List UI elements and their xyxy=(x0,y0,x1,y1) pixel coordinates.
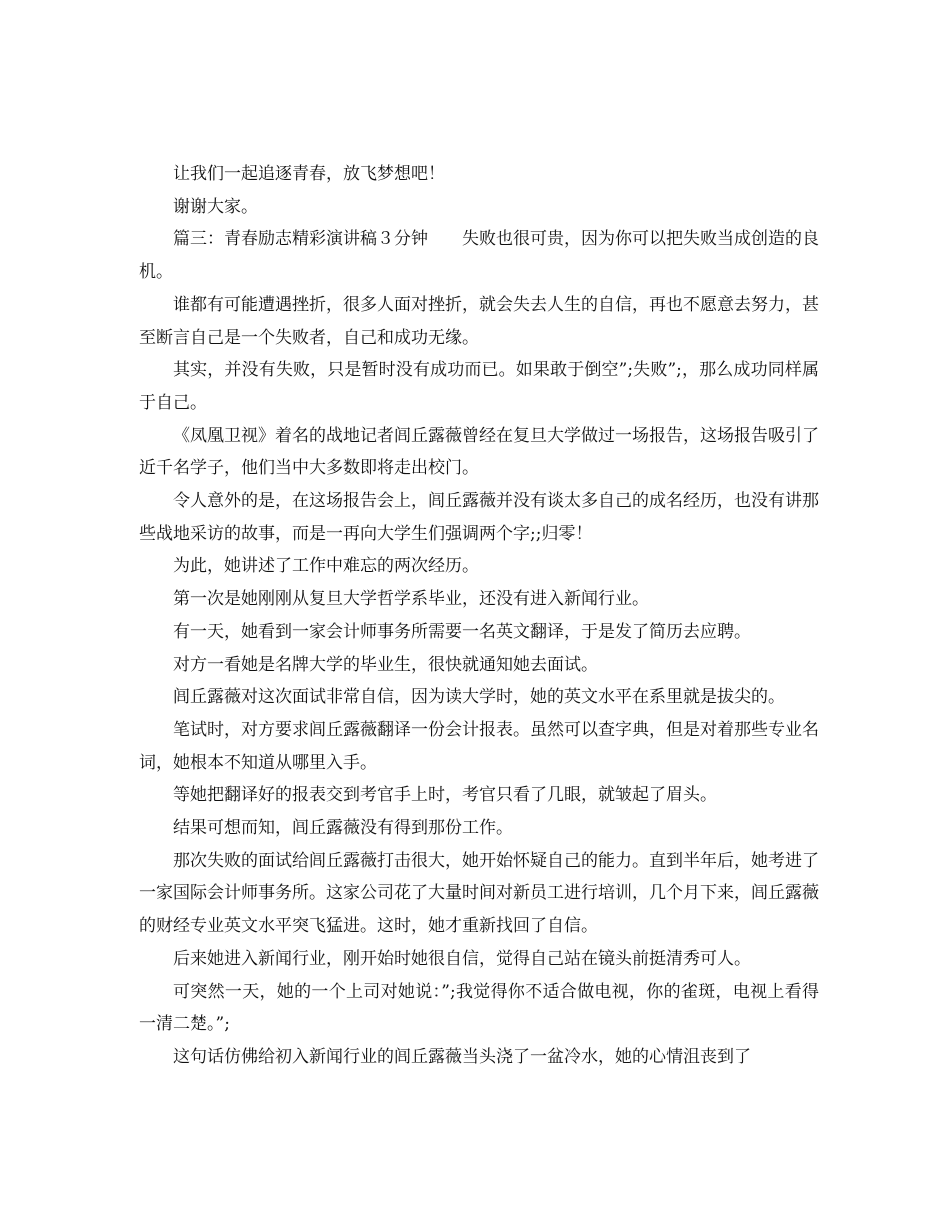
paragraph: 令人意外的是，在这场报告会上，闾丘露薇并没有谈太多自己的成名经历，也没有讲那些战地采访的故事，而是一再向大学生们强调两个字;;归零！ xyxy=(139,491,819,544)
paragraph: 闾丘露薇对这次面试非常自信，因为读大学时，她的英文水平在系里就是拔尖的。 xyxy=(173,687,785,708)
paragraph: 结果可想而知，闾丘露薇没有得到那份工作。 xyxy=(173,818,513,839)
paragraph: 笔试时，对方要求闾丘露薇翻译一份会计报表。虽然可以查字典，但是对着那些专业名词，她根本不知道从哪里入手。 xyxy=(139,719,819,773)
paragraph: 对方一看她是名牌大学的毕业生，很快就通知她去面试。 xyxy=(173,654,598,675)
paragraph: 可突然一天，她的一个上司对她说：”;我觉得你不适合做电视，你的雀斑，电视上看得一清二楚。”; xyxy=(139,981,819,1035)
paragraph: 等她把翻译好的报表交到考官手上时，考官只看了几眼，就皱起了眉头。 xyxy=(173,785,717,806)
paragraph: 那次失败的面试给闾丘露薇打击很大，她开始怀疑自己的能力。直到半年后，她考进了一家国际会计师事务所。这家公司花了大量时间对新员工进行培训，几个月下来，闾丘露薇的财经专业英文水平突飞猛进。这时，她才重新找回了自信。 xyxy=(139,850,819,937)
document-page xyxy=(139,158,819,1074)
paragraph: 后来她进入新闻行业，刚开始时她很自信，觉得自己站在镜头前挺清秀可人。 xyxy=(173,948,751,969)
paragraph: 谁都有可能遭遇挫折，很多人面对挫折，就会失去人生的自信，再也不愿意去努力，甚至断言自己是一个失败者，自己和成功无缘。 xyxy=(139,294,819,348)
paragraph: 篇三：青春励志精彩演讲稿３分钟 失败也很可贵，因为你可以把失败当成创造的良机。 xyxy=(139,229,819,283)
paragraph: 《凤凰卫视》着名的战地记者闾丘露薇曾经在复旦大学做过一场报告，这场报告吸引了近千名学子，他们当中大多数即将走出校门。 xyxy=(139,425,819,479)
paragraph: 其实，并没有失败，只是暂时没有成功而已。如果敢于倒空”;失败”;，那么成功同样属于自己。 xyxy=(139,360,819,413)
paragraph: 第一次是她刚刚从复旦大学哲学系毕业，还没有进入新闻行业。 xyxy=(173,589,649,610)
paragraph: 有一天，她看到一家会计师事务所需要一名英文翻译，于是发了简历去应聘。 xyxy=(173,621,751,642)
paragraph: 为此，她讲述了工作中难忘的两次经历。 xyxy=(173,556,479,577)
paragraph: 让我们一起追逐青春，放飞梦想吧！ xyxy=(173,164,445,184)
paragraph: 谢谢大家。 xyxy=(173,196,258,217)
paragraph: 这句话仿佛给初入新闻行业的闾丘露薇当头浇了一盆冷水，她的心情沮丧到了 xyxy=(173,1046,751,1067)
